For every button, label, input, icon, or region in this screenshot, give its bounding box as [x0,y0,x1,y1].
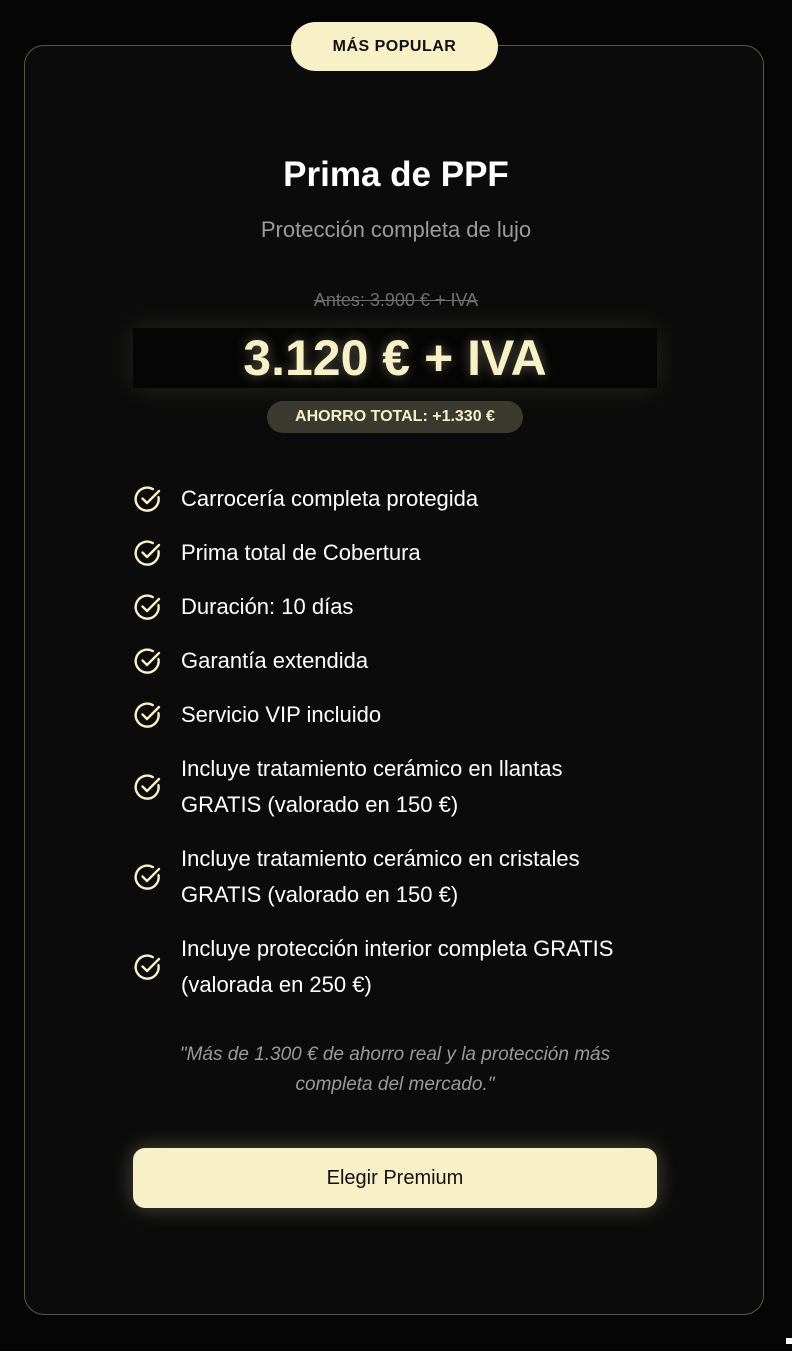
check-circle-icon [133,484,163,514]
quote-line: "Más de 1.300 € de ahorro real y la protección más [179,1044,611,1065]
feature-line: Incluye protección interior completa GRATIS [181,936,614,961]
feature-line: Garantía extendida [181,648,369,673]
most-popular-badge-label: MÁS POPULAR [332,37,457,55]
feature-text [181,481,478,517]
check-circle-icon [133,538,163,568]
plan-subtitle: Protección completa de lujo [260,217,532,242]
feature-text [181,751,563,823]
feature-text [181,643,368,679]
most-popular-badge [291,22,498,71]
testimonial-quote [133,1040,657,1100]
feature-item [133,697,673,733]
savings-label: AHORRO TOTAL: +1.330 € [295,408,495,425]
feature-line: Prima total de Cobertura [181,540,421,565]
check-circle-icon [133,862,163,892]
feature-line: GRATIS (valorado en 150 €) [181,882,459,907]
feature-item [133,589,673,625]
feature-line: Carrocería completa protegida [181,486,479,511]
feature-line: Servicio VIP incluido [181,702,382,727]
feature-text [181,697,381,733]
feature-line: Duración: 10 días [181,594,354,619]
feature-item [133,841,673,913]
feature-item [133,643,673,679]
old-price: Antes: 3.900 € + IVA [313,290,479,310]
plan-title: Prima de PPF [283,155,509,194]
check-circle-icon [133,952,163,982]
feature-item [133,481,673,517]
feature-line: Incluye tratamiento cerámico en cristales [181,846,580,871]
choose-premium-button-label: Elegir Premium [326,1166,464,1189]
feature-line: GRATIS (valorado en 150 €) [181,792,459,817]
check-circle-icon [133,700,163,730]
feature-text [181,589,353,625]
quote-line: completa del mercado." [295,1074,495,1095]
current-price: 3.120 € + IVA [243,330,547,386]
check-circle-icon [133,772,163,802]
choose-premium-button[interactable] [133,1148,657,1208]
feature-item [133,751,673,823]
feature-text [181,535,421,571]
feature-line: Incluye tratamiento cerámico en llantas [181,756,563,781]
price-box [133,328,657,388]
feature-item [133,535,673,571]
check-circle-icon [133,646,163,676]
savings-badge [267,401,523,433]
feature-line: (valorada en 250 €) [181,972,372,997]
feature-text [181,841,580,913]
feature-item [133,931,673,1003]
check-circle-icon [133,592,163,622]
corner-dot [786,1338,792,1344]
feature-text [181,931,613,1003]
